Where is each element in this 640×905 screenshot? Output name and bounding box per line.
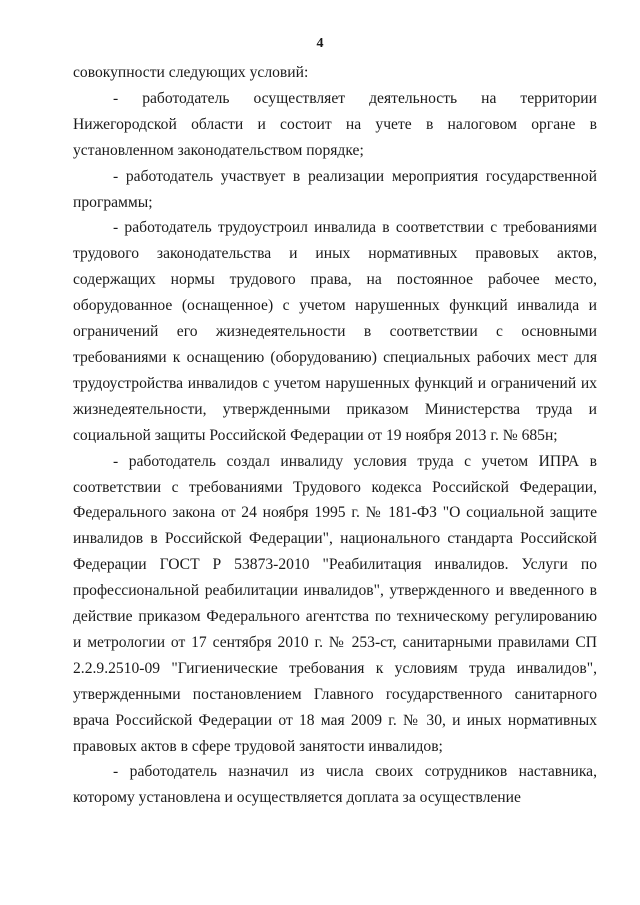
paragraph-condition-working-conditions: - работодатель создал инвалиду условия труда с учетом ИПРА в соответствии с требованиями Трудового кодекса Российской Федерации, Федерального закона от 24 ноября 1995 г. № 181-ФЗ "О социальной защите инвалидов в Российской Федерации", национального стандарта Российской Федерации ГОСТ Р 53873-2010 "Реабилитация инвалидов. Услуги по профессиональной реабилитации инвалидов", утвержденного и введенного в действие приказом Федерального агентства по техническому регулированию и метрологии от 17 сентября 2010 г. № 253-ст, санитарными правилами СП 2.2.9.2510-09 "Гигиенические требования к условиям труда инвалидов", утвержденными постановлением Главного государственного санитарного врача Российской Федерации от 18 мая 2009 г. № 30, и иных нормативных правовых актов в сфере трудовой занятости инвалидов; bbox=[73, 452, 597, 755]
paragraph-condition-region: - работодатель осуществляет деятельность на территории Нижегородской области и состоит на учете в налоговом органе в установленном законодательством порядке; bbox=[73, 89, 597, 159]
paragraph-continuation: совокупности следующих условий: bbox=[73, 64, 309, 81]
document-body bbox=[73, 60, 597, 811]
paragraph-condition-employment: - работодатель трудоустроил инвалида в соответствии с требованиями трудового законодательства и иных нормативных правовых актов, содержащих нормы трудового права, на постоянное рабочее место, оборудованное (оснащенное) с учетом нарушенных функций инвалида и ограничений его жизнедеятельности в соответствии с основными требованиями к оснащению (оборудованию) специальных рабочих мест для трудоустройства инвалидов с учетом нарушенных функций и ограничений их жизнедеятельности, утвержденными приказом Министерства труда и социальной защиты Российской Федерации от 19 ноября 2013 г. № 685н; bbox=[73, 219, 597, 444]
paragraph-condition-mentor: - работодатель назначил из числа своих сотрудников наставника, которому установлена и осуществляется доплата за осуществление bbox=[73, 763, 597, 807]
page-number: 4 bbox=[316, 36, 324, 51]
paragraph-condition-program: - работодатель участвует в реализации мероприятия государственной программы; bbox=[73, 167, 597, 211]
